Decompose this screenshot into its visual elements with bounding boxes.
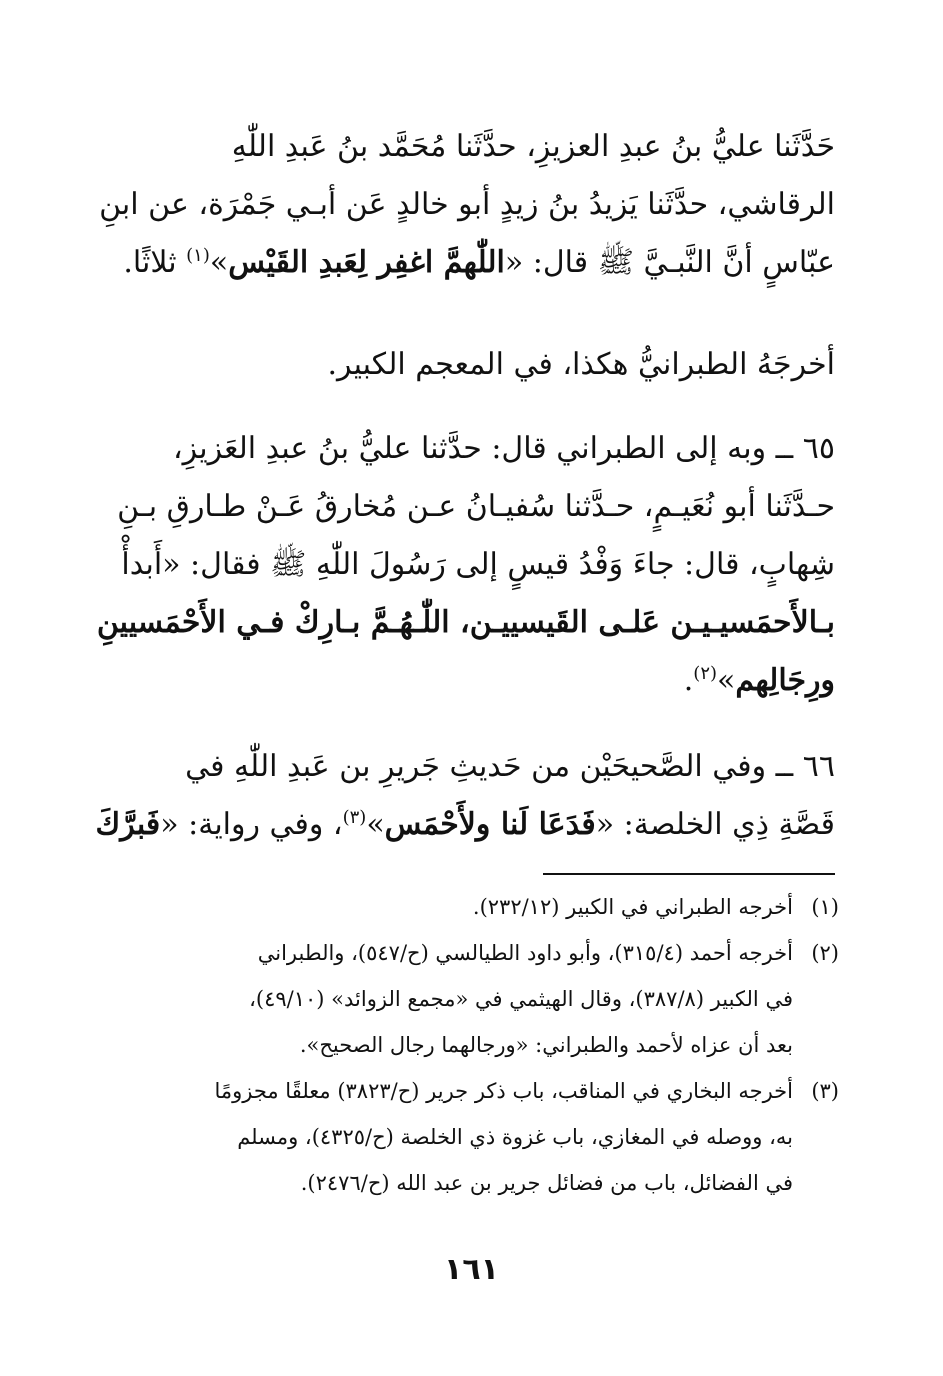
text-run: . bbox=[683, 663, 694, 698]
text-run: ثلاثًا. bbox=[123, 245, 187, 280]
footnote-ref-2[interactable]: (٢) bbox=[693, 663, 718, 684]
text-run: قَصَّةِ ذِي الخلصة: « bbox=[595, 807, 835, 842]
spacer bbox=[132, 394, 835, 420]
paragraph-hadith-66 bbox=[95, 738, 835, 854]
text-line: أخرجَهُ الطبرانيُّ هكذا، في المعجم الكبير. bbox=[327, 347, 835, 382]
bold-quote: اللّٰهمَّ اغفِر لِعَبدِ القَيْس bbox=[228, 245, 505, 280]
main-text bbox=[95, 118, 835, 854]
text-run: عبّاسٍ أنَّ النَّبـيَّ ﷺ قال: « bbox=[504, 245, 835, 280]
footnote-ref-1[interactable]: (١) bbox=[186, 245, 210, 266]
spacer bbox=[132, 292, 835, 336]
paragraph-hadith-64 bbox=[99, 118, 835, 292]
text-line: شِهابٍ، قال: جاءَ وَفْدُ قيسٍ إلى رَسُولَ اللّٰهِ ﷺ فقال: «أَبدأْ bbox=[121, 547, 835, 582]
bold-quote-line: بـالأَحمَسيـيـن عَلـى القَيسييـن، اللّٰـهُـمَّ بـارِكْ فـي الأَحْمَسيينِ bbox=[96, 605, 835, 640]
text-line: الرقاشي، حدَّثَنا يَزيدُ بنُ زيدٍ أبو خالدٍ عَن أبـي جَمْرَة، عن ابنِ bbox=[99, 187, 835, 222]
footnote-line: أخرجه البخاري في المناقب، باب ذكر جرير (ح/٣٨٢٣) معلقًا مجزومًا bbox=[214, 1079, 793, 1103]
footnote-1 bbox=[132, 884, 839, 930]
footnotes bbox=[132, 884, 839, 1206]
text-line bbox=[132, 652, 835, 710]
text-line bbox=[123, 234, 835, 292]
footnote-2 bbox=[132, 930, 839, 1068]
footnote-number: (٢) bbox=[811, 941, 839, 965]
text-run: » bbox=[209, 245, 229, 280]
text-line: حـدَّثَنا أبو نُعَيـمٍ، حـدَّثنا سُفيـانُ عـن مُخارقُ عَـنْ طـارقِ بـنِ bbox=[117, 489, 835, 524]
footnote-separator bbox=[543, 873, 835, 875]
text-run: » bbox=[717, 663, 736, 698]
footnote-line: في الكبير (٣٨٧/٨)، وقال الهيثمي في «مجمع الزوائد» (٤٩/١٠)، bbox=[249, 987, 793, 1011]
footnote-ref-3[interactable]: (٣) bbox=[342, 807, 367, 828]
spacer bbox=[132, 710, 835, 738]
footnote-number: (١) bbox=[811, 895, 839, 919]
text-run: ، وفي رواية: « bbox=[160, 807, 343, 842]
paragraph-hadith-65 bbox=[96, 420, 835, 710]
paragraph-takhrij bbox=[132, 336, 835, 394]
bold-quote: ورِجَالِهم bbox=[735, 663, 835, 698]
text-run: » bbox=[366, 807, 385, 842]
page-number: ١٦١ bbox=[444, 1252, 499, 1287]
footnote-line: في الفضائل، باب من فضائل جرير بن عبد الله (ح/٢٤٧٦). bbox=[300, 1171, 793, 1195]
footnote-number: (٣) bbox=[811, 1079, 839, 1103]
footnote-line: بعد أن عزاه لأحمد والطبراني: «ورجالهما رجال الصحيح». bbox=[299, 1033, 793, 1057]
text-line bbox=[95, 796, 835, 854]
footnote-line: أخرجه أحمد (٣١٥/٤)، وأبو داود الطيالسي (ح/٥٤٧)، والطبراني bbox=[257, 941, 793, 965]
text-line: ٦٦ ــ وفي الصَّحيحَيْن من حَديثِ جَريرِ بن عَبدِ اللّٰهِ في bbox=[185, 749, 835, 784]
bold-quote: فَدَعَا لَنا ولأَحْمَس bbox=[384, 807, 596, 842]
text-line: حَدَّثَنا عليُّ بنُ عبدِ العزيزِ، حدَّثَنا مُحَمَّد بنُ عَبدِ اللّٰهِ bbox=[231, 129, 835, 164]
bold-quote: فَبرَّكَ bbox=[95, 807, 161, 842]
footnote-line: به، ووصله في المغازي، باب غزوة ذي الخلصة (ح/٤٣٢٥)، ومسلم bbox=[237, 1125, 793, 1149]
footnote-3 bbox=[132, 1068, 839, 1206]
footnote-line: أخرجه الطبراني في الكبير (٢٣٢/١٢). bbox=[472, 895, 793, 919]
text-line: ٦٥ ــ وبه إلى الطبراني قال: حدَّثنا عليُّ بنُ عبدِ العَزيزِ، bbox=[173, 431, 835, 466]
